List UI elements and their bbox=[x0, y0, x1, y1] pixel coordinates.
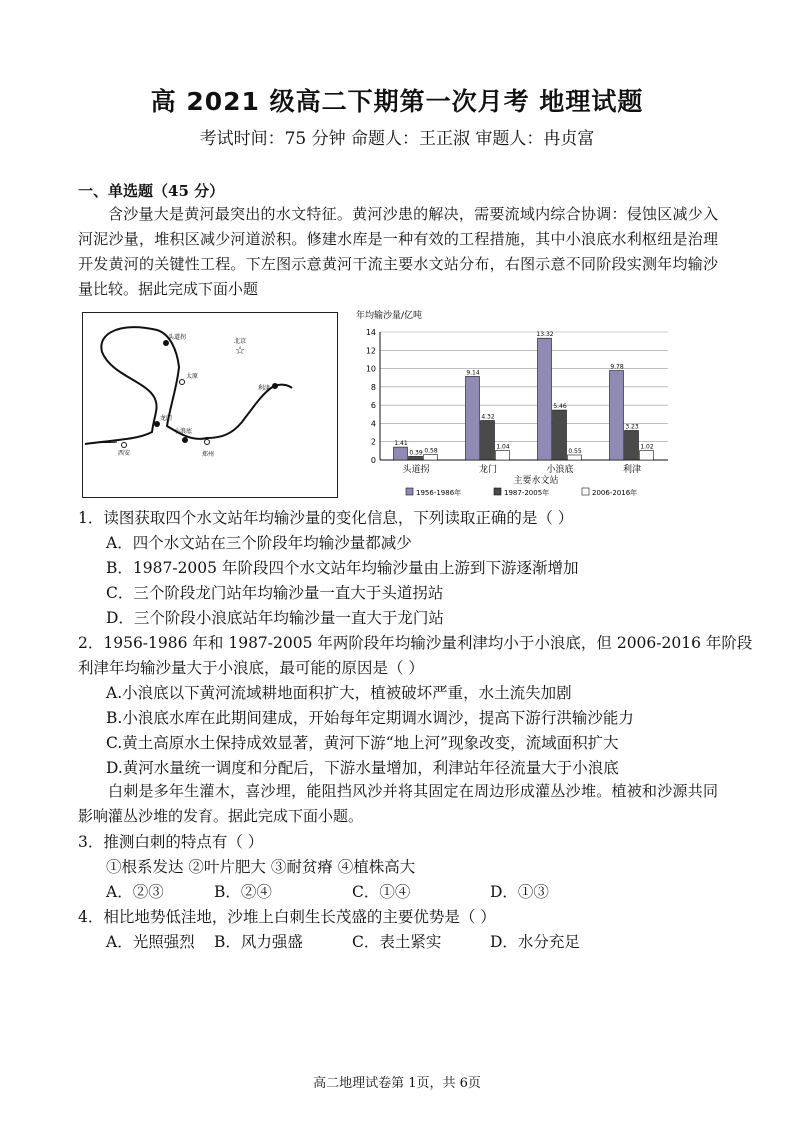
bar-value-label: 0.58 bbox=[424, 447, 438, 455]
question-4-option-d[interactable]: D．水分充足 bbox=[490, 933, 580, 951]
bar-value-label: 9.78 bbox=[610, 363, 624, 371]
question-4-option-c[interactable]: C．表土紧实 bbox=[352, 933, 442, 951]
legend-swatch bbox=[494, 488, 501, 495]
y-tick-label: 6 bbox=[370, 401, 376, 411]
legend-label: 1987-2005年 bbox=[504, 489, 550, 497]
legend-label: 1956-1986年 bbox=[416, 489, 462, 497]
y-tick-label: 10 bbox=[365, 364, 376, 374]
chart-title: 年均输沙量/亿吨 bbox=[356, 311, 423, 321]
bar-value-label: 5.46 bbox=[553, 403, 567, 411]
bar bbox=[481, 421, 495, 460]
question-3-stem: 3．推测白刺的特点有（ ） bbox=[78, 833, 264, 851]
question-1-option-c[interactable]: C．三个阶段龙门站年均输沙量一直大于头道拐站 bbox=[106, 584, 444, 602]
bar-value-label: 1.04 bbox=[496, 443, 510, 451]
bar-value-label: 3.23 bbox=[625, 423, 639, 431]
question-2-option-d[interactable]: D.黄河水量统一调度和分配后，下游水量增加，利津站年径流量大于小浪底 bbox=[106, 759, 619, 777]
bar-value-label: 1.02 bbox=[640, 443, 654, 451]
question-4-stem: 4．相比地势低洼地，沙堆上白刺生长茂盛的主要优势是（ ） bbox=[78, 908, 496, 926]
city-marker-taiyuan bbox=[180, 380, 185, 385]
legend-swatch bbox=[582, 488, 589, 495]
bar bbox=[625, 430, 639, 460]
bar bbox=[568, 455, 582, 460]
city-marker-zhengzhou bbox=[205, 440, 210, 445]
bar bbox=[640, 451, 654, 460]
question-1-option-d[interactable]: D．三个阶段小浪底站年均输沙量一直大于龙门站 bbox=[106, 609, 444, 627]
map-label-lijin: 利津 bbox=[258, 385, 271, 392]
bar bbox=[538, 338, 552, 460]
category-label: 小浪底 bbox=[546, 465, 574, 475]
station-marker-xiaolangdi bbox=[182, 437, 188, 443]
question-4-option-a[interactable]: A．光照强烈 bbox=[106, 933, 195, 951]
bar-value-label: 0.55 bbox=[568, 447, 582, 455]
page-footer: 高二地理试卷第 1页，共 6页 bbox=[313, 1076, 481, 1091]
map-label-zhengzhou: 郑州 bbox=[202, 451, 215, 458]
bar-value-label: 13.32 bbox=[536, 331, 554, 339]
y-tick-label: 2 bbox=[370, 437, 376, 447]
map-frame bbox=[83, 313, 338, 498]
bar bbox=[553, 410, 567, 460]
map-label-taiyuan: 太原 bbox=[186, 373, 199, 380]
section-heading: 一、单选题（45 分） bbox=[78, 182, 225, 200]
y-tick-label: 14 bbox=[365, 328, 376, 337]
bar bbox=[496, 450, 510, 460]
bar bbox=[394, 447, 408, 460]
map-label-xian: 西安 bbox=[118, 450, 131, 457]
legend-swatch bbox=[406, 488, 413, 495]
chart-legend bbox=[406, 488, 637, 497]
map-label-toudaoguai: 头道拐 bbox=[168, 334, 187, 341]
sediment-bar-chart bbox=[346, 306, 678, 502]
question-4-option-b[interactable]: B．风力强盛 bbox=[214, 933, 303, 951]
y-tick-label: 0 bbox=[370, 456, 376, 465]
y-tick-label: 8 bbox=[370, 382, 376, 392]
page-title: 高 2021 级高二下期第一次月考 地理试题 bbox=[150, 87, 644, 116]
question-2-option-a[interactable]: A.小浪底以下黄河流域耕地面积扩大，植被破坏严重，水土流失加剧 bbox=[106, 684, 572, 702]
map-label-longmen: 龙门 bbox=[160, 415, 173, 422]
question-3-items: ①根系发达 ②叶片肥大 ③耐贫瘠 ④植株高大 bbox=[106, 858, 416, 876]
passage-2: 白刺是多年生灌木，喜沙埋，能阻挡风沙并将其固定在周边形成灌丛沙堆。植被和沙源共同影响灌丛沙堆的发育。据此完成下面小题。 bbox=[78, 782, 718, 825]
station-marker-lijin bbox=[272, 383, 278, 389]
y-tick-label: 12 bbox=[365, 346, 376, 356]
question-1-option-b[interactable]: B．1987-2005 年阶段四个水文站年均输沙量由上游到下游逐渐增加 bbox=[106, 559, 579, 577]
bar bbox=[424, 455, 438, 460]
question-1-stem: 1．读图获取四个水文站年均输沙量的变化信息，下列读取正确的是（ ） bbox=[78, 509, 574, 527]
question-2-option-c[interactable]: C.黄土高原水土保持成效显著，黄河下游“地上河”现象改变，流域面积扩大 bbox=[106, 734, 619, 752]
bar-value-label: 4.32 bbox=[481, 413, 495, 421]
bar bbox=[409, 456, 423, 460]
category-labels bbox=[402, 463, 641, 475]
x-axis-label: 主要水文站 bbox=[513, 476, 559, 486]
bar-value-label: 0.39 bbox=[409, 449, 423, 457]
legend-label: 2006-2016年 bbox=[592, 489, 638, 497]
passage-1: 含沙量大是黄河最突出的水文特征。黄河沙患的解决，需要流域内综合协调：侵蚀区减少入河泥沙量，堆积区减少河道淤积。修建水库是一种有效的工程措施，其中小浪底水利枢纽是治理开发黄河的关键性工程。下左图示意黄河干流主要水文站分布，右图示意不同阶段实测年均输沙量比较。据此完成下面小题 bbox=[78, 205, 718, 298]
exam-info: 考试时间：75 分钟 命题人：王正淑 审题人：冉贞富 bbox=[199, 129, 595, 149]
question-3-option-b[interactable]: B．②④ bbox=[214, 883, 272, 901]
bar bbox=[466, 376, 480, 460]
question-2-stem-line1: 2．1956-1986 年和 1987-2005 年两阶段年均输沙量利津均小于小浪底，但 2006-2016 年阶段 bbox=[78, 634, 753, 652]
question-2-stem-line2: 利津年均输沙量大于小浪底，最可能的原因是（ ） bbox=[78, 659, 424, 677]
city-marker-xian bbox=[122, 443, 127, 448]
question-2-option-b[interactable]: B.小浪底水库在此期间建成，开始每年定期调水调沙，提高下游行洪输沙能力 bbox=[106, 709, 634, 727]
bar bbox=[610, 371, 624, 460]
map-label-xiaolangdi: 小浪底 bbox=[174, 428, 193, 435]
y-tick-label: 4 bbox=[370, 419, 376, 429]
question-3-option-c[interactable]: C．①④ bbox=[352, 883, 411, 901]
question-1-option-a[interactable]: A．四个水文站在三个阶段年均输沙量都减少 bbox=[106, 534, 412, 552]
bar-value-label: 9.14 bbox=[466, 369, 480, 377]
question-3-option-d[interactable]: D．①③ bbox=[490, 883, 549, 901]
category-label: 头道拐 bbox=[402, 465, 430, 475]
category-label: 龙门 bbox=[478, 465, 498, 475]
map-label-beijing: 北京 bbox=[234, 338, 247, 345]
question-3-option-a[interactable]: A．②③ bbox=[106, 883, 164, 901]
river-map bbox=[82, 312, 338, 498]
bar-value-label: 1.41 bbox=[394, 440, 408, 448]
category-label: 利津 bbox=[622, 465, 642, 475]
star-icon: ☆ bbox=[235, 344, 245, 357]
